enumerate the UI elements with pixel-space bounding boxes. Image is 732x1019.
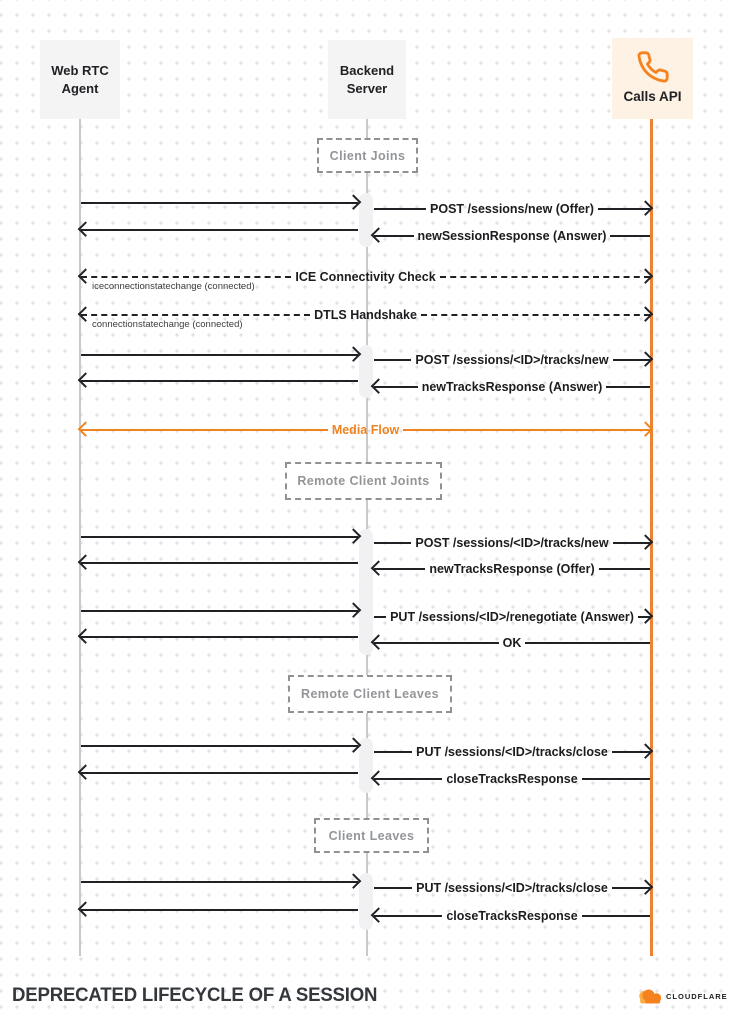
message-label: POST /sessions/<ID>/tracks/new (415, 536, 609, 550)
lifeline-calls-api (650, 119, 653, 956)
actor-calls-api (612, 38, 693, 119)
actor-label: Calls API (623, 89, 682, 105)
activation-bar (359, 738, 373, 793)
arrowhead-left-icon (78, 221, 94, 237)
message-label: PUT /sessions/<ID>/renegotiate (Answer) (390, 610, 634, 624)
message-post-tracks-new-arrow (374, 351, 650, 369)
message-put-tracks-close-arrow (374, 879, 650, 897)
section-client-leaves (314, 818, 429, 853)
backend-to-agent-arrow (81, 764, 358, 782)
backend-to-agent-arrow (81, 628, 358, 646)
arrowhead-left-icon (78, 372, 94, 388)
arrowhead-left-icon (371, 227, 387, 243)
actor-web-rtc-agent (40, 40, 120, 119)
agent-to-backend-arrow (81, 528, 358, 546)
message-label: DTLS Handshake (314, 308, 417, 322)
message-put-tracks-close-arrow (374, 743, 650, 761)
backend-to-agent-arrow (81, 372, 358, 390)
message-label: closeTracksResponse (446, 909, 578, 923)
message-close-tracks-response-arrow (374, 907, 650, 925)
agent-to-backend-arrow (81, 346, 358, 364)
message-post-sessions-new-arrow (374, 200, 650, 218)
section-client-joins (317, 138, 418, 173)
message-label: ICE Connectivity Check (295, 270, 436, 284)
arrowhead-left-icon (78, 268, 94, 284)
arrowhead-left-icon (78, 628, 94, 644)
message-label: newSessionResponse (Answer) (417, 229, 607, 243)
backend-to-agent-arrow (81, 901, 358, 919)
agent-to-backend-arrow (81, 737, 358, 755)
activation-bar (359, 873, 373, 930)
arrowhead-left-icon (78, 554, 94, 570)
section-label: Remote Client Leaves (301, 687, 439, 701)
section-label: Remote Client Joints (297, 474, 430, 488)
arrowhead-left-icon (78, 421, 94, 437)
arrowhead-left-icon (371, 907, 387, 923)
arrowhead-left-icon (371, 634, 387, 650)
message-post-tracks-new-arrow (374, 534, 650, 552)
message-label: closeTracksResponse (446, 772, 578, 786)
agent-to-backend-arrow (81, 194, 358, 212)
arrowhead-left-icon (78, 901, 94, 917)
backend-to-agent-arrow (81, 554, 358, 572)
message-ok-arrow (374, 634, 650, 652)
page-title: DEPRECATED LIFECYCLE OF A SESSION (12, 985, 378, 1006)
message-label: OK (502, 636, 522, 650)
section-remote-client-leaves (288, 675, 452, 713)
message-label: PUT /sessions/<ID>/tracks/close (416, 745, 608, 759)
message-put-renegotiate-arrow (374, 608, 650, 626)
cloudflare-logo (636, 987, 728, 1005)
message-label: newTracksResponse (Offer) (429, 562, 595, 576)
message-label: newTracksResponse (Answer) (421, 380, 603, 394)
message-new-session-response-arrow (374, 227, 650, 245)
message-label: Media Flow (331, 423, 400, 437)
cloudflare-wordmark: CLOUDFLARE (666, 991, 728, 1001)
dtls-event-note: connectionstatechange (connected) (92, 319, 243, 330)
arrowhead-left-icon (78, 764, 94, 780)
arrowhead-left-icon (371, 770, 387, 786)
actor-label: Web RTC Agent (51, 62, 109, 96)
message-media-flow-arrow (81, 421, 650, 439)
section-label: Client Joins (329, 148, 406, 163)
backend-to-agent-arrow (81, 221, 358, 239)
arrowhead-left-icon (371, 560, 387, 576)
message-label: PUT /sessions/<ID>/tracks/close (416, 881, 608, 895)
message-new-tracks-response-answer-arrow (374, 378, 650, 396)
actor-backend-server (328, 40, 406, 119)
activation-bar (359, 529, 373, 655)
ice-event-note: iceconnectionstatechange (connected) (92, 281, 255, 292)
message-label: POST /sessions/<ID>/tracks/new (415, 353, 609, 367)
section-label: Client Leaves (328, 828, 415, 843)
phone-icon (636, 50, 670, 84)
actor-label: Backend Server (339, 62, 395, 96)
message-close-tracks-response-arrow (374, 770, 650, 788)
arrowhead-left-icon (371, 378, 387, 394)
section-remote-client-joints (285, 462, 442, 500)
cloudflare-cloud-icon (636, 987, 663, 1005)
message-label: POST /sessions/new (Offer) (430, 202, 594, 216)
arrowhead-left-icon (78, 306, 94, 322)
agent-to-backend-arrow (81, 602, 358, 620)
message-new-tracks-response-offer-arrow (374, 560, 650, 578)
agent-to-backend-arrow (81, 873, 358, 891)
